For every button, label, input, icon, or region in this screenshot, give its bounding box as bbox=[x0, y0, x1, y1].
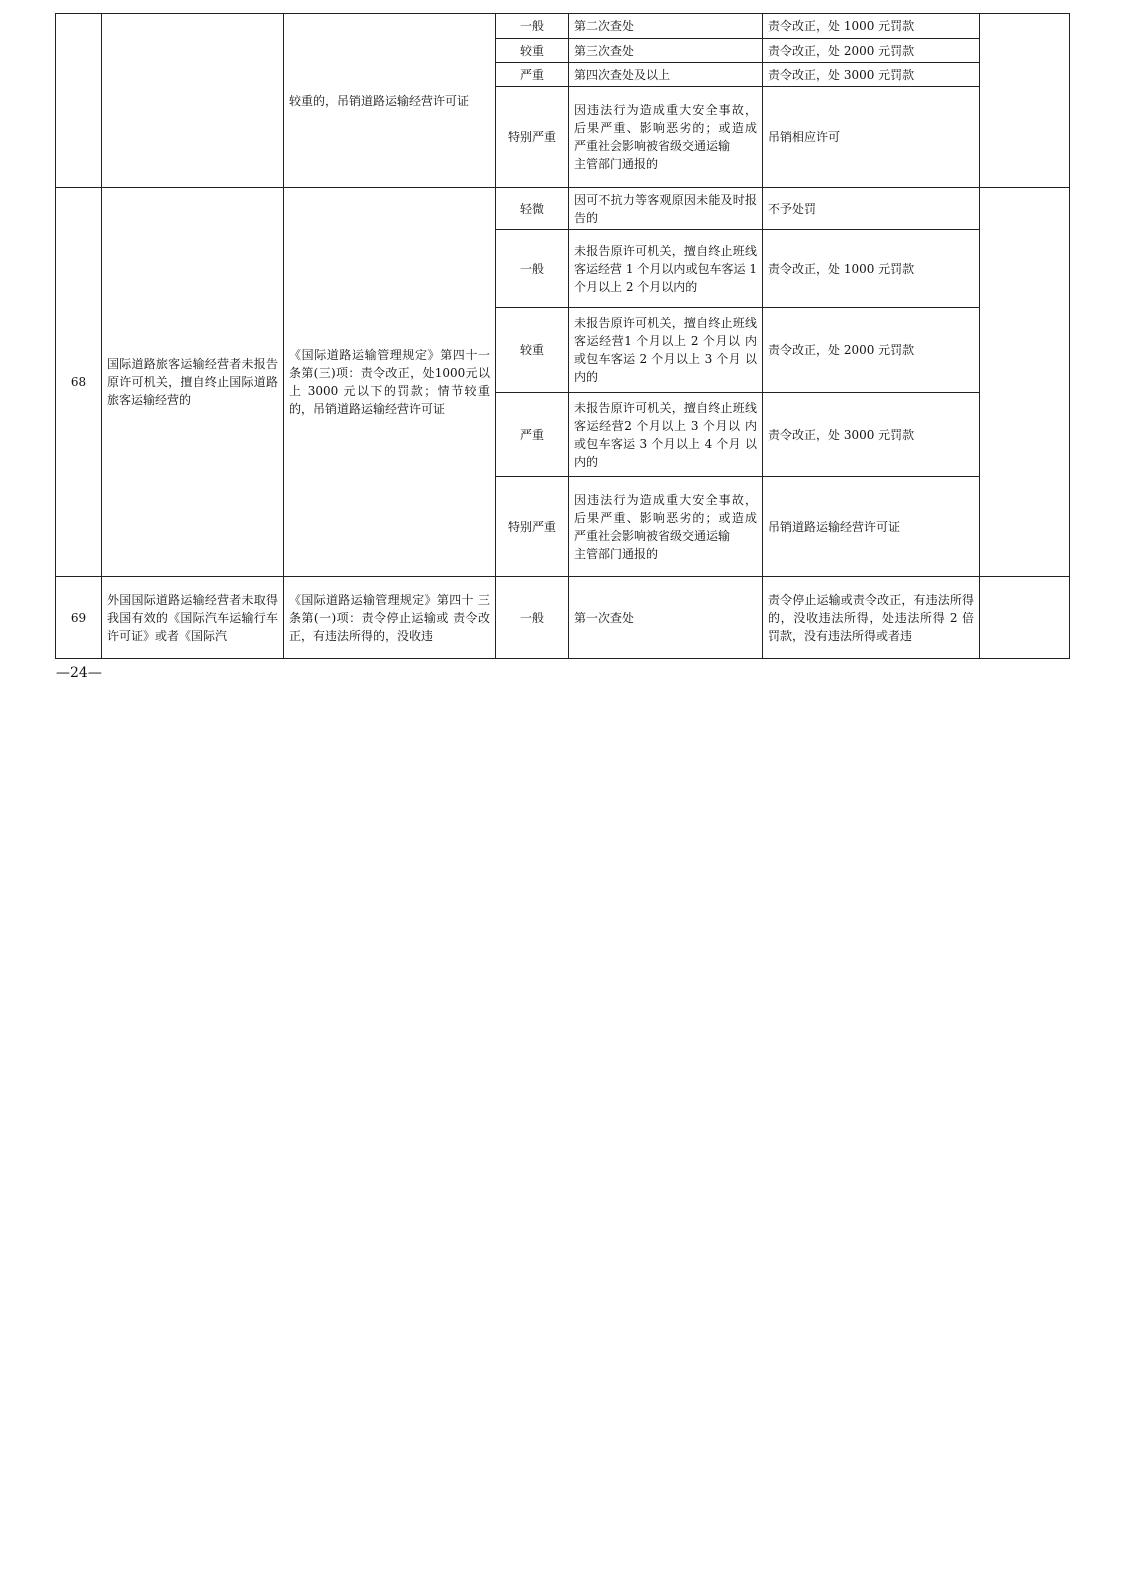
violation-cell: 外国国际道路运输经营者未取得我国有效的《国际汽车运输行车许可证》或者《国际汽 bbox=[102, 577, 284, 659]
level-cell: 轻微 bbox=[496, 188, 569, 230]
remarks-cell bbox=[980, 577, 1070, 659]
circumstance-cell: 因违法行为造成重大安全事故， 后果严重、影响恶劣的；或造成 严重社会影响被省级交通运输 主管部门通报的 bbox=[569, 477, 763, 577]
penalty-cell: 责令改正，处 3000 元罚款 bbox=[763, 63, 980, 87]
circumstance-cell: 第四次查处及以上 bbox=[569, 63, 763, 87]
penalty-cell: 责令改正，处 2000 元罚款 bbox=[763, 39, 980, 63]
level-cell: 较重 bbox=[496, 39, 569, 63]
remarks-cell bbox=[980, 14, 1070, 188]
penalty-cell: 责令改正，处 1000 元罚款 bbox=[763, 230, 980, 308]
item-number-cell: 68 bbox=[56, 188, 102, 577]
basis-cell: 《国际道路运输管理规定》第四十 三条第(一)项：责令停止运输或 责令改正，有违法所得的，没收违 bbox=[284, 577, 496, 659]
basis-cell: 《国际道路运输管理规定》第四十一条第(三)项：责令改正，处1000元以上 3000 元以下的罚款；情节较重的，吊销道路运输经营许可证 bbox=[284, 188, 496, 577]
penalty-cell: 责令改正，处 3000 元罚款 bbox=[763, 393, 980, 477]
table-row bbox=[56, 14, 1070, 39]
penalty-cell: 吊销道路运输经营许可证 bbox=[763, 477, 980, 577]
circumstance-cell: 未报告原许可机关，擅自终止班线客运经营 1 个月以内或包车客运 1 个月以上 2 个月以内的 bbox=[569, 230, 763, 308]
violation-cell bbox=[102, 14, 284, 188]
level-cell: 一般 bbox=[496, 14, 569, 39]
penalty-cell: 不予处罚 bbox=[763, 188, 980, 230]
level-cell: 特别严重 bbox=[496, 477, 569, 577]
basis-cell: 较重的，吊销道路运输经营许可证 bbox=[284, 14, 496, 188]
item-number-cell bbox=[56, 14, 102, 188]
level-cell: 严重 bbox=[496, 63, 569, 87]
circumstance-cell: 未报告原许可机关，擅自终止班线客运经营2 个月以上 3 个月以 内或包车客运 3 个月以上 4 个月 以内的 bbox=[569, 393, 763, 477]
table-row bbox=[56, 577, 1070, 659]
level-cell: 较重 bbox=[496, 308, 569, 393]
penalty-cell: 责令改正，处 1000 元罚款 bbox=[763, 14, 980, 39]
level-cell: 特别严重 bbox=[496, 87, 569, 188]
circumstance-cell: 第三次查处 bbox=[569, 39, 763, 63]
remarks-cell bbox=[980, 188, 1070, 577]
violation-cell: 国际道路旅客运输经营者未报告原许可机关，擅自终止国际道路旅客运输经营的 bbox=[102, 188, 284, 577]
circumstance-cell: 第一次查处 bbox=[569, 577, 763, 659]
circumstance-cell: 因可不抗力等客观原因未能及时报告的 bbox=[569, 188, 763, 230]
circumstance-cell: 未报告原许可机关，擅自终止班线客运经营1 个月以上 2 个月以 内或包车客运 2 个月以上 3 个月 以内的 bbox=[569, 308, 763, 393]
level-cell: 一般 bbox=[496, 577, 569, 659]
penalty-table bbox=[55, 13, 1070, 659]
level-cell: 严重 bbox=[496, 393, 569, 477]
table-row bbox=[56, 188, 1070, 230]
level-cell: 一般 bbox=[496, 230, 569, 308]
penalty-cell: 责令停止运输或责令改正，有违法所得的，没收违法所得，处违法所得 2 倍罚款，没有违法所得或者违 bbox=[763, 577, 980, 659]
penalty-cell: 责令改正，处 2000 元罚款 bbox=[763, 308, 980, 393]
circumstance-cell: 第二次查处 bbox=[569, 14, 763, 39]
circumstance-cell: 因违法行为造成重大安全事故， 后果严重、影响恶劣的；或造成 严重社会影响被省级交通运输 主管部门通报的 bbox=[569, 87, 763, 188]
item-number-cell: 69 bbox=[56, 577, 102, 659]
penalty-cell: 吊销相应许可 bbox=[763, 87, 980, 188]
page-number: —24— bbox=[56, 665, 102, 681]
